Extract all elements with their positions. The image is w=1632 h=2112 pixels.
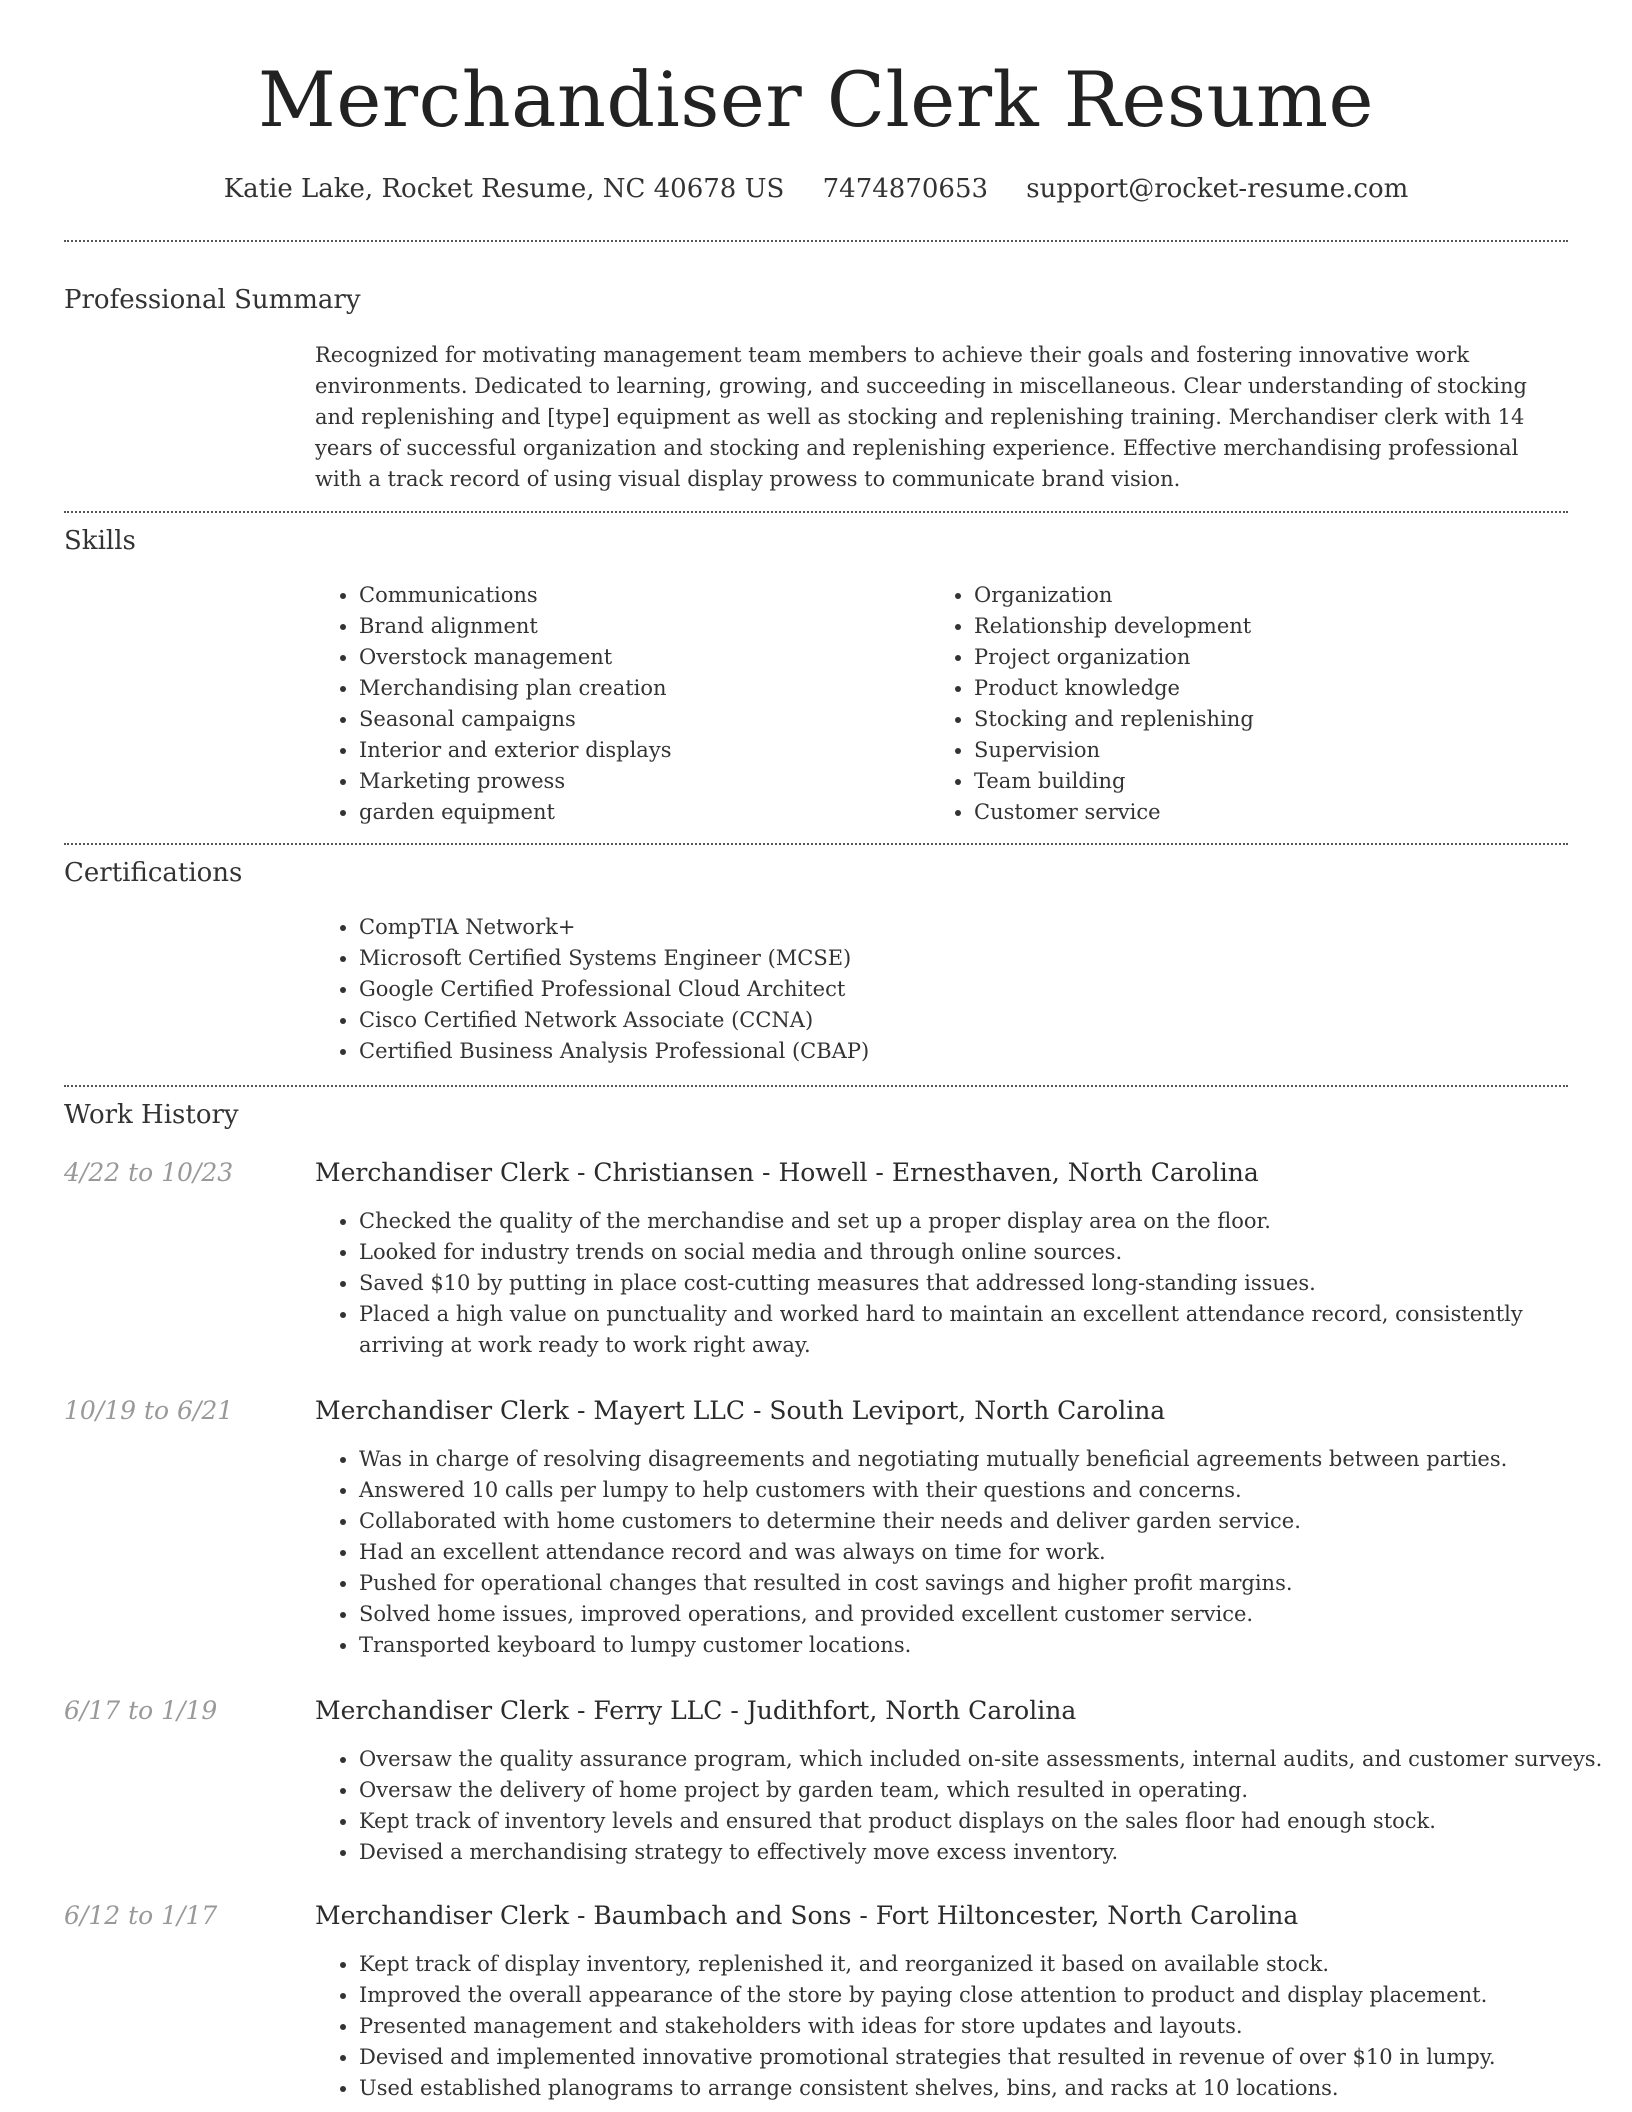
list-item: • Improved the overall appearance of the store by paying close attention to product and display placement. [359, 1980, 1609, 2011]
list-item: • Brand alignment [359, 611, 919, 642]
contact-phone: 7474870653 [822, 174, 989, 204]
summary-text: Recognized for motivating management team members to achieve their goals and fostering innovative work environments. Dedicated to learning, growing, and succeeding in miscellaneous. Clear understanding of stocking and replenishing and [type] equipment as well as stocking and replenishing training. Merchandiser clerk with 14 years of successful organization and stocking and replenishing experience. Effective merchandising professional with a track record of using visual display prowess to communicate brand vision. [315, 343, 1527, 491]
certifications-list [315, 912, 1559, 1067]
list-item: • Solved home issues, improved operations, and provided excellent customer service. [359, 1599, 1609, 1630]
section-title-certifications: Certifications [64, 858, 243, 888]
list-item: • Placed a high value on punctuality and worked hard to maintain an excellent attendance record, consistently arriving at work ready to work right away. [359, 1299, 1609, 1361]
list-item: • garden equipment [359, 797, 919, 828]
list-item: • Cisco Certified Network Associate (CCNA) [359, 1005, 1559, 1036]
job-dates: 4/22 to 10/23 [64, 1158, 234, 1187]
list-item: • Oversaw the quality assurance program, which included on-site assessments, internal audits, and customer surveys. [359, 1744, 1609, 1775]
job-title: Merchandiser Clerk - Christiansen - Howell - Ernesthaven, North Carolina [315, 1158, 1259, 1187]
list-item: • Seasonal campaigns [359, 704, 919, 735]
list-item: • Presented management and stakeholders with ideas for store updates and layouts. [359, 2011, 1609, 2042]
list-item: • Overstock management [359, 642, 919, 673]
list-item: • Oversaw the delivery of home project by garden team, which resulted in operating. [359, 1775, 1609, 1806]
section-title-summary: Professional Summary [64, 285, 361, 315]
list-item: • Stocking and replenishing [974, 704, 1574, 735]
divider [64, 843, 1568, 845]
job-bullets [315, 1949, 1609, 2104]
list-item: • Checked the quality of the merchandise and set up a proper display area on the floor. [359, 1206, 1609, 1237]
list-item: • Organization [974, 580, 1574, 611]
contact-email: support@rocket-resume.com [1026, 174, 1409, 204]
skills-list-right [930, 580, 1574, 828]
divider [64, 240, 1568, 242]
list-item: • Collaborated with home customers to determine their needs and deliver garden service. [359, 1506, 1609, 1537]
job-dates: 10/19 to 6/21 [64, 1396, 234, 1425]
list-item: • Saved $10 by putting in place cost-cutting measures that addressed long-standing issues. [359, 1268, 1609, 1299]
list-item: • Interior and exterior displays [359, 735, 919, 766]
list-item: • Google Certified Professional Cloud Architect [359, 974, 1559, 1005]
list-item: • Kept track of display inventory, replenished it, and reorganized it based on available stock. [359, 1949, 1609, 1980]
list-item: • Devised and implemented innovative promotional strategies that resulted in revenue of over $10 in lumpy. [359, 2042, 1609, 2073]
list-item: • Pushed for operational changes that resulted in cost savings and higher profit margins. [359, 1568, 1609, 1599]
job-dates: 6/12 to 1/17 [64, 1901, 218, 1930]
list-item: • Answered 10 calls per lumpy to help customers with their questions and concerns. [359, 1475, 1609, 1506]
list-item: • Marketing prowess [359, 766, 919, 797]
list-item: • Communications [359, 580, 919, 611]
job-title: Merchandiser Clerk - Ferry LLC - Judithfort, North Carolina [315, 1696, 1077, 1725]
divider [64, 511, 1568, 513]
list-item: • Had an excellent attendance record and was always on time for work. [359, 1537, 1609, 1568]
list-item: • Used established planograms to arrange consistent shelves, bins, and racks at 10 locations. [359, 2073, 1609, 2104]
list-item: • CompTIA Network+ [359, 912, 1559, 943]
job-title: Merchandiser Clerk - Mayert LLC - South Leviport, North Carolina [315, 1396, 1166, 1425]
list-item: • Merchandising plan creation [359, 673, 919, 704]
list-item: • Product knowledge [974, 673, 1574, 704]
list-item: • Microsoft Certified Systems Engineer (MCSE) [359, 943, 1559, 974]
job-bullets [315, 1744, 1609, 1868]
list-item: • Customer service [974, 797, 1574, 828]
list-item: • Devised a merchandising strategy to effectively move excess inventory. [359, 1837, 1609, 1868]
list-item: • Kept track of inventory levels and ensured that product displays on the sales floor had enough stock. [359, 1806, 1609, 1837]
list-item: • Relationship development [974, 611, 1574, 642]
list-item: • Looked for industry trends on social media and through online sources. [359, 1237, 1609, 1268]
section-title-skills: Skills [64, 526, 136, 556]
job-dates: 6/17 to 1/19 [64, 1696, 218, 1725]
list-item: • Supervision [974, 735, 1574, 766]
list-item: • Certified Business Analysis Professional (CBAP) [359, 1036, 1559, 1067]
job-title: Merchandiser Clerk - Baumbach and Sons - Fort Hiltoncester, North Carolina [315, 1901, 1299, 1930]
skills-list-left [315, 580, 919, 828]
list-item: • Transported keyboard to lumpy customer locations. [359, 1630, 1609, 1661]
job-bullets [315, 1444, 1609, 1661]
section-title-work-history: Work History [64, 1100, 239, 1130]
job-bullets [315, 1206, 1609, 1361]
contact-address: Katie Lake, Rocket Resume, NC 40678 US [223, 174, 785, 204]
list-item: • Team building [974, 766, 1574, 797]
contact-line [0, 172, 1632, 206]
list-item: • Project organization [974, 642, 1574, 673]
divider [64, 1085, 1568, 1087]
page-title: Merchandiser Clerk Resume [258, 55, 1374, 144]
list-item: • Was in charge of resolving disagreements and negotiating mutually beneficial agreements between parties. [359, 1444, 1609, 1475]
